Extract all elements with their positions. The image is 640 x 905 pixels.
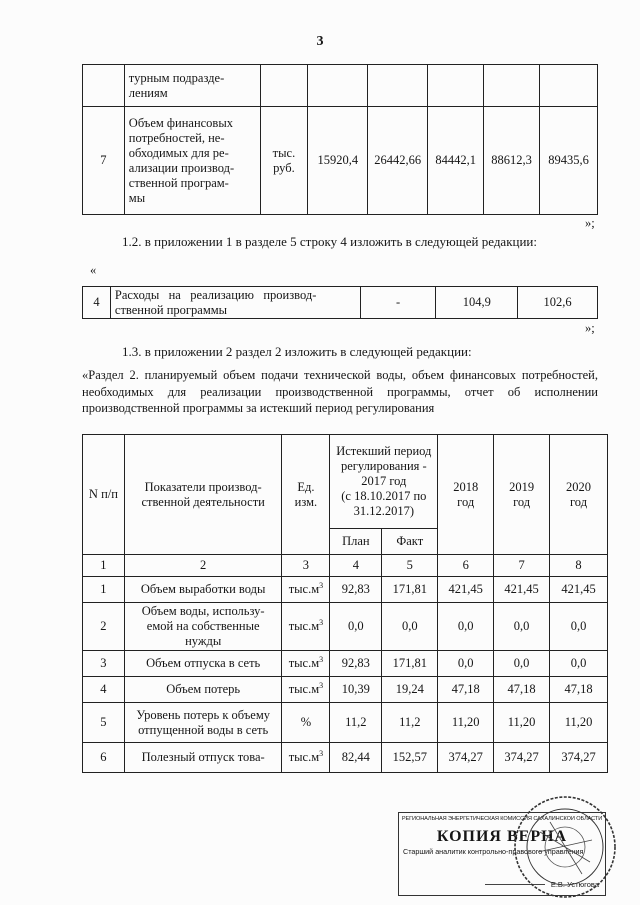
row-unit	[282, 677, 330, 703]
stamp-position: Старший аналитик контрольно-правового управления	[403, 847, 584, 856]
value-cell: 0,0	[550, 651, 608, 677]
value-cell: 84442,1	[428, 107, 484, 215]
unit-superscript: 3	[319, 617, 324, 627]
row-number: 6	[83, 743, 125, 773]
row-name: Полезный отпуск това-	[124, 743, 282, 773]
header-fact: Факт	[382, 529, 438, 555]
table-row	[83, 651, 608, 677]
header-period: Истекший период регулирования - 2017 год (с 18.10.2017 по 31.12.2017)	[330, 435, 438, 529]
table-row	[83, 287, 598, 319]
table-row	[83, 65, 598, 107]
unit-base: тыс.м	[288, 619, 320, 633]
table-row	[83, 577, 608, 603]
value-cell: 421,45	[494, 577, 550, 603]
round-seal	[510, 792, 620, 902]
value-cell: 0,0	[438, 603, 494, 651]
unit-base: тыс.м	[288, 656, 320, 670]
value-cell: 88612,3	[484, 107, 540, 215]
paragraph-1-2: 1.2. в приложении 1 в разделе 5 строку 4 изложить в следующей редакции:	[122, 234, 538, 249]
value-cell: 152,57	[382, 743, 438, 773]
row-name	[110, 287, 360, 319]
value-cell: 421,45	[550, 577, 608, 603]
row-number: 3	[83, 651, 125, 677]
value-cell: 421,45	[438, 577, 494, 603]
table-row	[83, 603, 608, 651]
page-number: 3	[316, 34, 324, 49]
value-cell: 11,2	[382, 703, 438, 743]
value-cell: -	[360, 287, 436, 319]
stamp-title: КОПИЯ ВЕРНА	[436, 828, 568, 845]
value-cell: 0,0	[550, 603, 608, 651]
unit-superscript: 3	[319, 680, 324, 690]
value-cell: 171,81	[382, 651, 438, 677]
row-number: 7	[83, 107, 125, 215]
unit-base: тыс.м	[288, 750, 320, 764]
table-production-indicators	[82, 434, 608, 773]
col-number: 8	[550, 555, 608, 577]
value-cell: 171,81	[382, 577, 438, 603]
unit-superscript: 3	[319, 580, 324, 590]
closing-quote: »;	[585, 216, 595, 230]
value-cell: 374,27	[550, 743, 608, 773]
table-row	[83, 703, 608, 743]
value-cell: 11,2	[330, 703, 382, 743]
paragraph-1-3: 1.3. в приложении 2 раздел 2 изложить в следующей редакции:	[122, 344, 472, 359]
row-name: Объем финансовых потребностей, не- обходимых для ре- ализации производ- ственной програм- мы	[124, 107, 260, 215]
value-cell: 19,24	[382, 677, 438, 703]
header-plan: План	[330, 529, 382, 555]
col-number: 2	[124, 555, 282, 577]
value-cell: 374,27	[494, 743, 550, 773]
value-cell: 82,44	[330, 743, 382, 773]
value-cell: 47,18	[494, 677, 550, 703]
section-title: «Раздел 2. планируемый объем подачи технической воды, объем финансовых потребностей, необходимых для реализации производственной программы, отчет об исполнении производственной программы за истекший период регулирования	[82, 368, 598, 415]
value-cell: 0,0	[494, 651, 550, 677]
header-unit: Ед. изм.	[282, 435, 330, 555]
value-cell: 10,39	[330, 677, 382, 703]
col-number: 5	[382, 555, 438, 577]
header-num: N п/п	[83, 435, 125, 555]
row-unit	[282, 577, 330, 603]
value-cell: 0,0	[494, 603, 550, 651]
row-unit	[282, 603, 330, 651]
value-cell: 104,9	[436, 287, 518, 319]
col-number: 1	[83, 555, 125, 577]
header-2020: 2020 год	[550, 435, 608, 555]
unit-superscript: 3	[319, 748, 324, 758]
row-unit: %	[282, 703, 330, 743]
row-name: Объем выработки воды	[124, 577, 282, 603]
table-financial-continuation	[82, 64, 598, 215]
value-cell: 0,0	[330, 603, 382, 651]
table-row	[83, 743, 608, 773]
table-row	[83, 107, 598, 215]
value-cell: 11,20	[550, 703, 608, 743]
value-cell: 89435,6	[540, 107, 598, 215]
closing-quote: »;	[585, 321, 595, 335]
col-number: 4	[330, 555, 382, 577]
col-number: 3	[282, 555, 330, 577]
table-body	[83, 577, 608, 773]
header-2018: 2018 год	[438, 435, 494, 555]
value-cell: 15920,4	[308, 107, 368, 215]
value-cell: 102,6	[518, 287, 598, 319]
row-name: Объем воды, использу- емой на собственные нужды	[124, 603, 282, 651]
unit-base: тыс.м	[288, 682, 320, 696]
col-number: 6	[438, 555, 494, 577]
row-unit: тыс. руб.	[260, 107, 308, 215]
unit-superscript: 3	[319, 654, 324, 664]
table-header-row	[83, 435, 608, 529]
row-number: 1	[83, 577, 125, 603]
unit-base: тыс.м	[288, 582, 320, 596]
col-number: 7	[494, 555, 550, 577]
row-name: Объем отпуска в сеть	[124, 651, 282, 677]
row-number: 4	[83, 677, 125, 703]
table-colnum-row	[83, 555, 608, 577]
stamp-signature: Е.В. Устюгова	[550, 880, 599, 889]
row-number: 5	[83, 703, 125, 743]
row-name-line: Расходы на реализацию производ-	[114, 287, 317, 302]
stamp-org: РЕГИОНАЛЬНАЯ ЭНЕРГЕТИЧЕСКАЯ КОМИССИЯ САХАЛИНСКОЙ ОБЛАСТИ	[401, 816, 603, 822]
value-cell: 92,83	[330, 651, 382, 677]
table-row	[83, 677, 608, 703]
row-unit	[282, 651, 330, 677]
row-name-line: ственной программы	[114, 302, 228, 317]
value-cell: 47,18	[550, 677, 608, 703]
value-cell: 47,18	[438, 677, 494, 703]
value-cell: 11,20	[494, 703, 550, 743]
value-cell: 374,27	[438, 743, 494, 773]
value-cell: 26442,66	[368, 107, 428, 215]
row-number: 2	[83, 603, 125, 651]
value-cell: 92,83	[330, 577, 382, 603]
table-expenses	[82, 286, 598, 319]
row-cont-name: турным подразде- лениям	[124, 65, 260, 107]
value-cell: 11,20	[438, 703, 494, 743]
row-number: 4	[83, 287, 111, 319]
row-name: Уровень потерь к объему отпущенной воды в сеть	[124, 703, 282, 743]
value-cell: 0,0	[382, 603, 438, 651]
row-name: Объем потерь	[124, 677, 282, 703]
open-quote: «	[90, 263, 97, 277]
header-indicator: Показатели производ- ственной деятельности	[124, 435, 282, 555]
row-unit	[282, 743, 330, 773]
header-2019: 2019 год	[494, 435, 550, 555]
value-cell: 0,0	[438, 651, 494, 677]
